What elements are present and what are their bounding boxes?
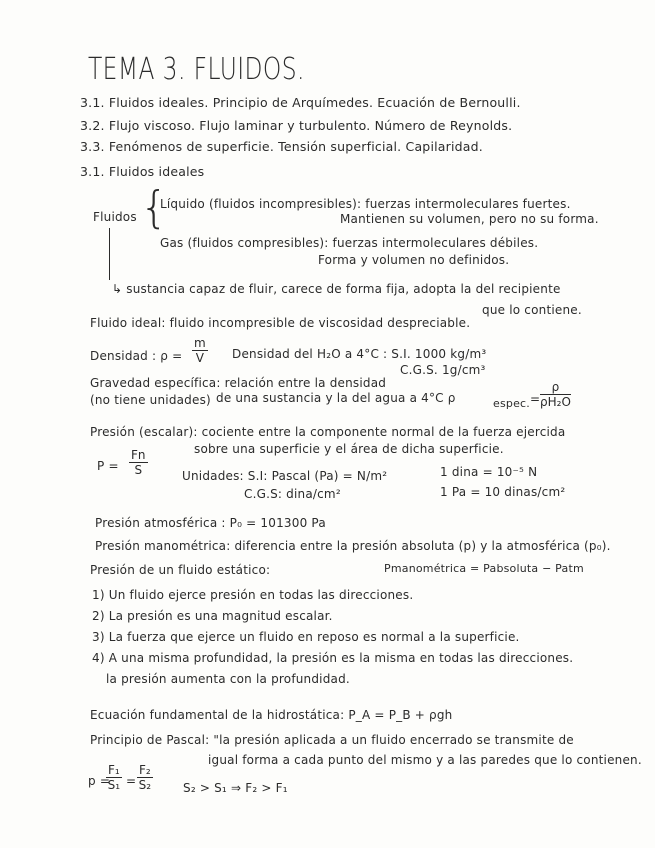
pascal-num-2: F₂ <box>139 763 151 777</box>
pascal-p-label: p = <box>88 774 111 788</box>
gravedad-sub: espec. <box>493 397 530 410</box>
brace-mark: { <box>140 182 168 233</box>
list-item: 3) La fuerza que ejerce un fluido en reposo es normal a la superficie. <box>92 630 520 644</box>
pascal-eq: = <box>126 774 137 788</box>
ecuacion-fundamental: Ecuación fundamental de la hidrostática: P_A = P_B + ρgh <box>90 708 453 722</box>
list-item: 2) La presión es una magnitud escalar. <box>92 609 333 623</box>
presion-num: Fn <box>131 448 146 462</box>
liquido-line: Líquido (fluidos incompresibles): fuerzas intermoleculares fuertes. <box>160 197 571 211</box>
densidad-num: m <box>194 336 206 350</box>
presion-pa: 1 Pa = 10 dinas/cm² <box>440 485 566 499</box>
densidad-fraction <box>192 336 208 365</box>
pascal-line-2: igual forma a cada punto del mismo y a las paredes que lo contienen. <box>208 753 642 767</box>
fluido-definition-2: que lo contiene. <box>482 303 582 317</box>
densidad-den: V <box>195 351 204 365</box>
gas-line-2: Forma y volumen no definidos. <box>318 253 510 267</box>
presion-den: S <box>134 463 143 477</box>
presion-p-label: P = <box>97 459 119 473</box>
presion-line-1: Presión (escalar): cociente entre la componente normal de la fuerza ejercida <box>90 425 566 439</box>
liquido-line-2: Mantienen su volumen, pero no su forma. <box>340 212 599 226</box>
index-item-2: 3.2. Flujo viscoso. Flujo laminar y turbulento. Número de Reynolds. <box>80 118 513 133</box>
gas-line: Gas (fluidos compresibles): fuerzas intermoleculares débiles. <box>160 236 539 250</box>
fluido-definition: ↳ sustancia capaz de fluir, carece de forma fija, adopta la del recipiente <box>112 282 561 296</box>
gravedad-num: ρ <box>540 380 571 395</box>
fluido-ideal: Fluido ideal: fluido incompresible de viscosidad despreciable. <box>90 316 471 330</box>
pascal-line-1: Principio de Pascal: "la presión aplicada a un fluido encerrado se transmite de <box>90 733 574 747</box>
densidad-label: Densidad : ρ = <box>90 349 183 363</box>
gravedad-line-2a: (no tiene unidades) <box>90 393 211 407</box>
densidad-cgs: C.G.S. 1g/cm³ <box>400 363 486 377</box>
pascal-num-1: F₁ <box>108 763 120 777</box>
gravedad-line-1: Gravedad específica: relación entre la densidad <box>90 376 387 390</box>
pascal-den-1: S₁ <box>107 778 121 792</box>
pascal-result: S₂ > S₁ ⇒ F₂ > F₁ <box>183 781 288 795</box>
index-item-3: 3.3. Fenómenos de superficie. Tensión superficial. Capilaridad. <box>80 139 483 154</box>
pascal-den-2: S₂ <box>138 778 152 792</box>
section-heading: 3.1. Fluidos ideales <box>80 164 205 179</box>
presion-atmosferica: Presión atmosférica : P₀ = 101300 Pa <box>95 516 326 530</box>
presion-unidades: Unidades: S.I: Pascal (Pa) = N/m² <box>182 469 388 483</box>
presion-dina: 1 dina = 10⁻⁵ N <box>440 465 538 479</box>
gravedad-fraction <box>540 380 571 409</box>
gravedad-line-2b: de una sustancia y la del agua a 4°C ρ <box>216 391 456 405</box>
presion-estatico-formula: Pmanométrica = Pabsoluta − Patm <box>384 562 584 575</box>
presion-estatico-label: Presión de un fluido estático: <box>90 563 271 577</box>
presion-line-2: sobre una superficie y el área de dicha superficie. <box>194 442 504 456</box>
gravedad-den: ρH₂O <box>540 395 571 409</box>
pascal-fraction-1 <box>106 763 122 792</box>
list-item: 1) Un fluido ejerce presión en todas las direcciones. <box>92 588 414 602</box>
index-item-1: 3.1. Fluidos ideales. Principio de Arquímedes. Ecuación de Bernoulli. <box>80 95 521 110</box>
gravedad-eq: = <box>530 392 541 406</box>
densidad-agua: Densidad del H₂O a 4°C : S.I. 1000 kg/m³ <box>232 347 487 361</box>
arrow-line <box>109 228 110 280</box>
fluidos-label: Fluidos <box>93 210 137 224</box>
list-item: la presión aumenta con la profundidad. <box>106 672 350 686</box>
page-title: TEMA 3. FLUIDOS. <box>88 52 305 87</box>
list-item: 4) A una misma profundidad, la presión es la misma en todas las direcciones. <box>92 651 574 665</box>
presion-manometrica: Presión manométrica: diferencia entre la presión absoluta (p) y la atmosférica (p₀). <box>95 539 611 553</box>
presion-fraction <box>129 448 148 477</box>
pascal-fraction-2 <box>137 763 153 792</box>
presion-cgs: C.G.S: dina/cm² <box>244 487 341 501</box>
